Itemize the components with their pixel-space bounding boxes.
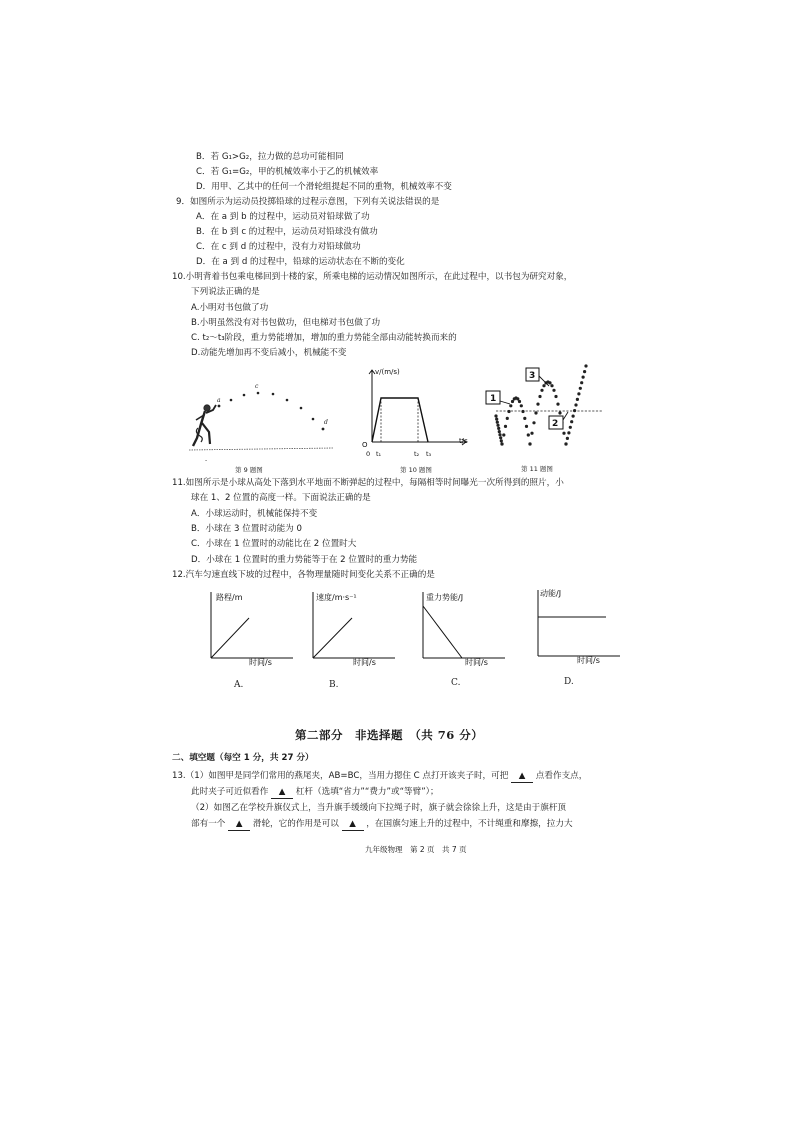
ball-dot (499, 436, 502, 439)
ball-dot (540, 389, 543, 392)
answer-blank-3[interactable]: ▲ (228, 819, 250, 831)
ball-dot (548, 381, 551, 384)
ball-dot (506, 417, 509, 420)
q9-option-c: C．在 c 到 d 的过程中，没有力对铅球做功 (196, 242, 361, 252)
ball-position-dots (494, 364, 587, 445)
q13-part2-line1: （2）如图乙在学校升旗仪式上，当升旗手缓缓向下拉绳子时，旗子就会徐徐上升，这是由于旗杆顶 (191, 803, 567, 813)
q10-stem-line1: 10.小明背着书包乘电梯回到十楼的家，所乘电梯的运动情况如图所示，在此过程中，以书包为研究对象， (172, 272, 573, 282)
ball-dot (507, 410, 510, 413)
q9-stem: 9．如图所示为运动员投掷铅球的过程示意图，下列有关说法错误的是 (176, 197, 440, 207)
q13-part2-line2: 部有一个 ▲ 滑轮，它的作用是可以 ▲ ，在国旗匀速上升的过程中，不计绳重和摩擦，拉力大 (191, 819, 573, 829)
ball-dot (530, 432, 533, 435)
ball-dot (552, 389, 555, 392)
figure-10-caption: 第 10 题图 (400, 466, 432, 474)
ball-dot (580, 381, 583, 384)
q10-option-a: A.小明对书包做了功 (191, 303, 269, 313)
ball-dot (562, 432, 565, 435)
graph-d-x-label: 时间/s (577, 656, 600, 665)
q12-graph-b (305, 588, 405, 670)
ball-dot (534, 411, 537, 414)
q12-letter-a: A. (234, 680, 244, 690)
ball-dot (558, 411, 561, 414)
ball-dot (498, 430, 501, 433)
answer-blank-4[interactable]: ▲ (342, 819, 364, 831)
figure-9-caption: 第 9 题图 (235, 466, 263, 474)
q12-letter-c: C. (451, 678, 461, 688)
graph-a-x-label: 时间/s (249, 658, 272, 667)
ball-dot (521, 410, 524, 413)
answer-blank-2[interactable]: ▲ (271, 787, 293, 799)
ball-dot (496, 421, 499, 424)
graph-b-y-label: 速度/m·s⁻¹ (316, 593, 357, 602)
fig10-origin: O (362, 441, 368, 449)
graph-a-y-label: 路程/m (216, 593, 243, 602)
ball-dot (520, 404, 523, 407)
ball-dot (582, 376, 585, 379)
graph-c-x-label: 时间/s (465, 658, 488, 667)
ball-dot (502, 433, 505, 436)
section-fill-in-title: 二、填空题（每空 1 分，共 27 分） (172, 753, 314, 763)
svg-text:c: c (255, 383, 259, 390)
ball-dot (566, 437, 569, 440)
fig10-tick-t1: t₁ (376, 450, 382, 458)
ball-dot (564, 442, 567, 445)
q12-graph-a (203, 588, 303, 670)
q9-option-d: D．在 a 到 d 的过程中，铅球的运动状态在不断的变化 (196, 257, 405, 267)
ball-dot (528, 442, 531, 445)
q11-option-c: C．小球在 1 位置时的动能比在 2 位置时大 (191, 539, 357, 549)
ball-dot (567, 431, 570, 434)
q11-option-b: B．小球在 3 位置时动能为 0 (191, 524, 302, 534)
q13-part1-line1: 13.（1）如图甲是同学们常用的燕尾夹，AB=BC，当用力摁住 C 点打开该夹子时，可把 ▲ 点看作支点， (172, 771, 588, 781)
q10-option-b: B.小明虽然没有对书包做功，但电梯对书包做了功 (191, 318, 381, 328)
ball-dot (538, 395, 541, 398)
ball-dot (497, 427, 500, 430)
graph-c-y-label: 重力势能/J (426, 593, 464, 602)
page-footer: 九年级物理 第 2 页 共 7 页 (365, 845, 467, 854)
q12-graph-c (415, 588, 515, 670)
ball-dot (525, 425, 528, 428)
fig11-label-2: 2 (552, 419, 559, 429)
ball-dot (577, 392, 580, 395)
q8-option-b: B．若 G₁>G₂，拉力做的总功可能相同 (196, 152, 344, 162)
ball-dot (536, 403, 539, 406)
q10-stem-line2: 下列说法正确的是 (191, 287, 260, 297)
fig10-tick-t2: t₂ (414, 450, 420, 458)
ball-dot (570, 420, 573, 423)
q9-option-b: B．在 b 到 c 的过程中，运动员对铅球没有做功 (196, 227, 378, 237)
q12-stem: 12.汽车匀速直线下坡的过程中，各物理量随时间变化关系不正确的是 (172, 570, 435, 580)
q8-option-d: D．用甲、乙其中的任何一个滑轮组提起不同的重物，机械效率不变 (196, 182, 452, 192)
fig10-tick-t3: t₃ (426, 450, 432, 458)
ball-dot (550, 384, 553, 387)
ball-dot (573, 409, 576, 412)
q12-letter-b: B. (329, 680, 339, 690)
figure-9-shot-put (183, 380, 343, 470)
q9-option-a: A．在 a 到 b 的过程中，运动员对铅球做了功 (196, 212, 370, 222)
ball-dot (494, 414, 497, 417)
ball-dot (556, 403, 559, 406)
fig10-y-label: v/(m/s) (375, 368, 400, 376)
ball-dot (496, 424, 499, 427)
fig11-label-3: 3 (529, 371, 536, 381)
ball-dot (511, 400, 514, 403)
ball-dot (504, 425, 507, 428)
trajectory-dots (218, 392, 325, 431)
ball-dot (542, 384, 545, 387)
ball-dot (554, 395, 557, 398)
ball-dot (576, 398, 579, 401)
ball-dot (518, 400, 521, 403)
ball-dot (527, 433, 530, 436)
ball-dot (500, 442, 503, 445)
ball-dot (579, 387, 582, 390)
ball-dot (495, 418, 498, 421)
q12-graph-d (530, 584, 630, 666)
ball-dot (523, 417, 526, 420)
svg-text:d: d (324, 419, 328, 426)
q13-part1-line2: 此时夹子可近似看作 ▲ 杠杆（选填“省力”“费力”或“等臂”）； (191, 787, 439, 797)
ball-dot (500, 439, 503, 442)
fig10-x-label: t/s (459, 437, 468, 445)
q8-option-c: C．若 G₁=G₂，甲的机械效率小于乙的机械效率 (196, 167, 379, 177)
q10-option-c: C. t₂～t₃阶段，重力势能增加，增加的重力势能全部由动能转换而来的 (191, 333, 457, 343)
ball-dot (574, 403, 577, 406)
q11-stem-line1: 11.如图所示是小球从高处下落到水平地面不断弹起的过程中，每隔相等时间曝光一次所得到的照片，小 (172, 478, 564, 488)
graph-d-y-label: 动能/J (540, 589, 562, 598)
svg-text:0: 0 (366, 450, 371, 458)
figure-10-vt-graph (356, 364, 476, 460)
ball-dot (532, 421, 535, 424)
ball-dot (584, 364, 587, 367)
q11-option-a: A．小球运动时，机械能保持不变 (191, 509, 318, 519)
ball-dot (509, 404, 512, 407)
part2-title: 第二部分 非选择题 （共 76 分） (295, 728, 484, 742)
q10-option-d: D.动能先增加再不变后减小，机械能不变 (191, 348, 347, 358)
figure-11-bouncing-ball (482, 356, 607, 456)
athlete-figure (193, 405, 216, 446)
q11-option-d: D．小球在 1 位置时的重力势能等于在 2 位置时的重力势能 (191, 555, 418, 565)
ball-dot (569, 426, 572, 429)
q12-letter-d: D. (564, 677, 574, 687)
fig11-label-1: 1 (490, 394, 497, 404)
figure-11-caption: 第 11 题图 (521, 465, 553, 473)
ball-dot (583, 370, 586, 373)
answer-blank-1[interactable]: ▲ (511, 771, 533, 783)
ball-dot (572, 415, 575, 418)
graph-b-x-label: 时间/s (353, 658, 376, 667)
svg-text:-: - (205, 457, 208, 464)
ball-dot (498, 433, 501, 436)
q11-stem-line2: 球在 1、2 位置的高度一样。下面说法正确的是 (191, 493, 371, 503)
svg-text:a: a (217, 397, 221, 404)
